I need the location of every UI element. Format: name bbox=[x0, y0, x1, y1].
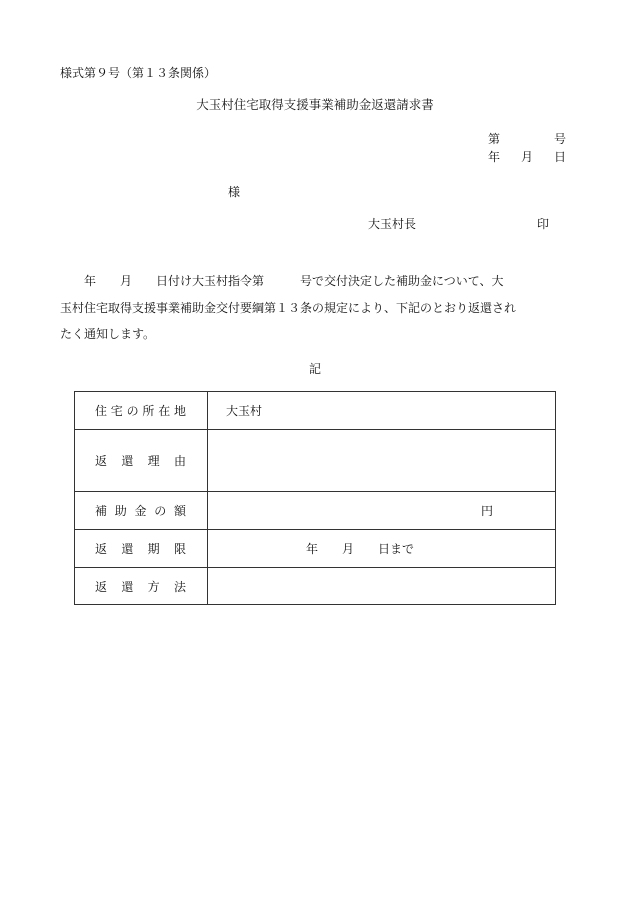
row-label-method: 返還方法 bbox=[75, 568, 208, 605]
issuer-name: 大玉村長 bbox=[368, 217, 417, 231]
row-value-location: 大玉村 bbox=[208, 392, 556, 430]
row-value-reason bbox=[208, 430, 556, 492]
row-label-amount: 補助金の額 bbox=[75, 492, 208, 530]
addressee-suffix: 様 bbox=[228, 185, 241, 199]
issue-number-prefix: 第 bbox=[488, 132, 501, 146]
notice-body-line: 玉村住宅取得支援事業補助金交付要綱第１３条の規定により、下記のとおり返還され bbox=[60, 300, 517, 315]
row-value-amount bbox=[208, 492, 556, 530]
table-row bbox=[75, 530, 556, 568]
issue-number-suffix: 号 bbox=[554, 132, 567, 146]
seal-mark: 印 bbox=[537, 217, 550, 231]
row-value-deadline bbox=[208, 530, 556, 568]
notice-body-line: 年 月 日付け大玉村指令第 号で交付決定した補助金について、大 bbox=[60, 274, 504, 288]
notice-body bbox=[60, 268, 570, 348]
table-row bbox=[75, 430, 556, 492]
amount-unit: 円 bbox=[480, 504, 493, 518]
notice-body-line: たく通知します。 bbox=[60, 327, 156, 341]
table-row bbox=[75, 568, 556, 605]
issue-date-month: 月 bbox=[521, 150, 534, 164]
document-title: 大玉村住宅取得支援事業補助金返還請求書 bbox=[196, 97, 434, 112]
issue-date-day: 日 bbox=[554, 150, 567, 164]
ki-heading: 記 bbox=[308, 362, 321, 376]
row-label-deadline: 返還期限 bbox=[75, 530, 208, 568]
form-number: 様式第９号（第１３条関係） bbox=[60, 66, 217, 80]
row-label-reason: 返還理由 bbox=[75, 430, 208, 492]
refund-details-table bbox=[74, 391, 556, 605]
row-label-location: 住宅の所在地 bbox=[75, 392, 208, 430]
issue-date-year: 年 bbox=[488, 150, 501, 164]
deadline-date: 年 月 日まで bbox=[306, 542, 415, 556]
table-row bbox=[75, 392, 556, 430]
table-row bbox=[75, 492, 556, 530]
row-value-method bbox=[208, 568, 556, 605]
